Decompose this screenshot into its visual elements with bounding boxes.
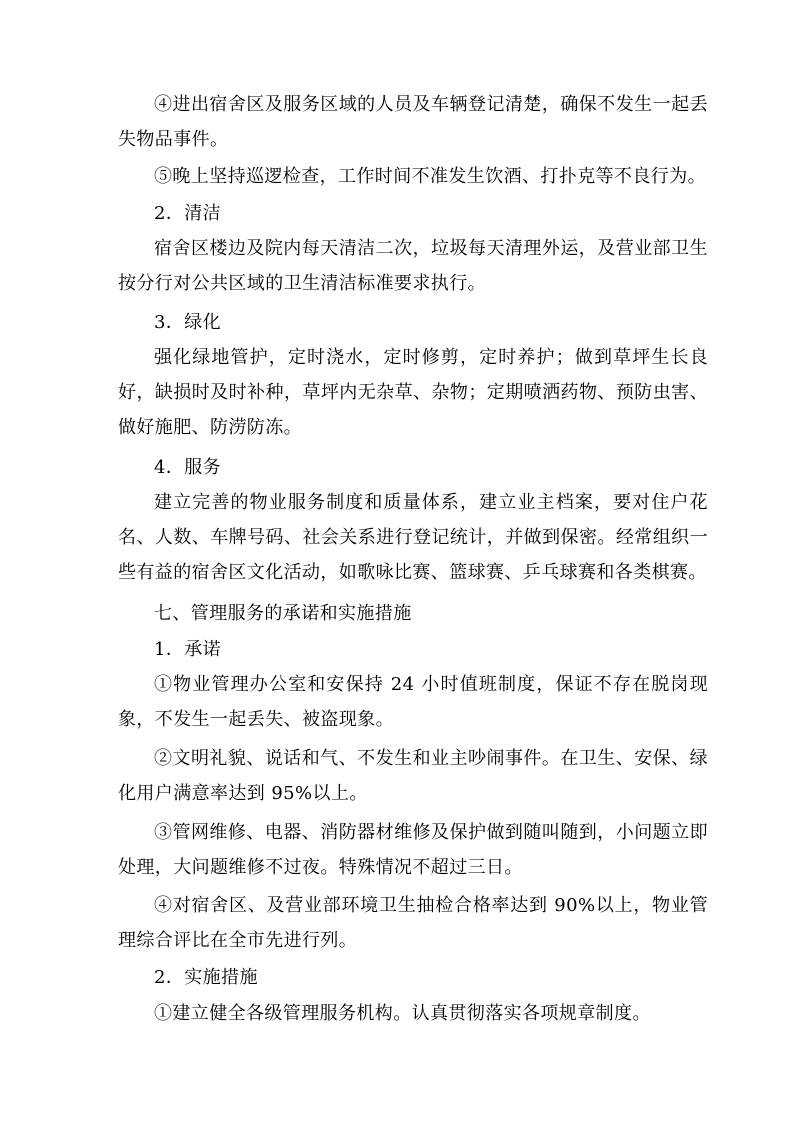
section-heading-commitments: 七、管理服务的承诺和实施措施 — [154, 603, 412, 624]
paragraph-greening: 强化绿地管护，定时浇水，定时修剪，定时养护；做到草坪生长良好，缺损时及时补种，草坪内无杂草、杂物；定期喷洒药物、预防虫害、做好施肥、防涝防冻。 — [118, 347, 708, 438]
paragraph-commitment-2: ②文明礼貌、说话和气、不发生和业主吵闹事件。在卫生、安保、绿化用户满意率达到 95%以上。 — [118, 748, 708, 804]
paragraph-service: 建立完善的物业服务制度和质量体系，建立业主档案，要对住户花名、人数、车牌号码、社会关系进行登记统计，并做到保密。经常组织一些有益的宿舍区文化活动，如歌咏比赛、篮球赛、乒乓球赛和各类棋赛。 — [118, 492, 708, 583]
paragraph-commitment-3: ③管网维修、电器、消防器材维修及保护做到随叫随到，小问题立即处理，大问题维修不过夜。特殊情况不超过三日。 — [118, 822, 708, 878]
paragraph-implementation-1: ①建立健全各级管理服务机构。认真贯彻落实各项规章制度。 — [154, 1003, 651, 1024]
heading-service: 4．服务 — [154, 457, 222, 478]
paragraph-commitment-4: ④对宿舍区、及营业部环境卫生抽检合格率达到 90%以上，物业管理综合评比在全市先进行列。 — [118, 895, 708, 951]
paragraph-commitment-1: ①物业管理办公室和安保持 24 小时值班制度，保证不存在脱岗现象，不发生一起丢失、被盗现象。 — [118, 674, 708, 730]
paragraph-item-5-patrol: ⑤晚上坚持巡逻检查，工作时间不准发生饮酒、打扑克等不良行为。 — [154, 166, 706, 187]
heading-greening: 3．绿化 — [154, 312, 222, 333]
paragraph-item-4-registration: ④进出宿舍区及服务区域的人员及车辆登记清楚，确保不发生一起丢失物品事件。 — [118, 94, 708, 150]
paragraph-cleaning: 宿舍区楼边及院内每天清洁二次，垃圾每天清理外运，及营业部卫生按分行对公共区域的卫生清洁标准要求执行。 — [118, 238, 708, 294]
heading-cleaning: 2．清洁 — [154, 203, 222, 224]
heading-implementation: 2．实施措施 — [154, 967, 258, 988]
heading-commitment: 1．承诺 — [154, 639, 222, 660]
